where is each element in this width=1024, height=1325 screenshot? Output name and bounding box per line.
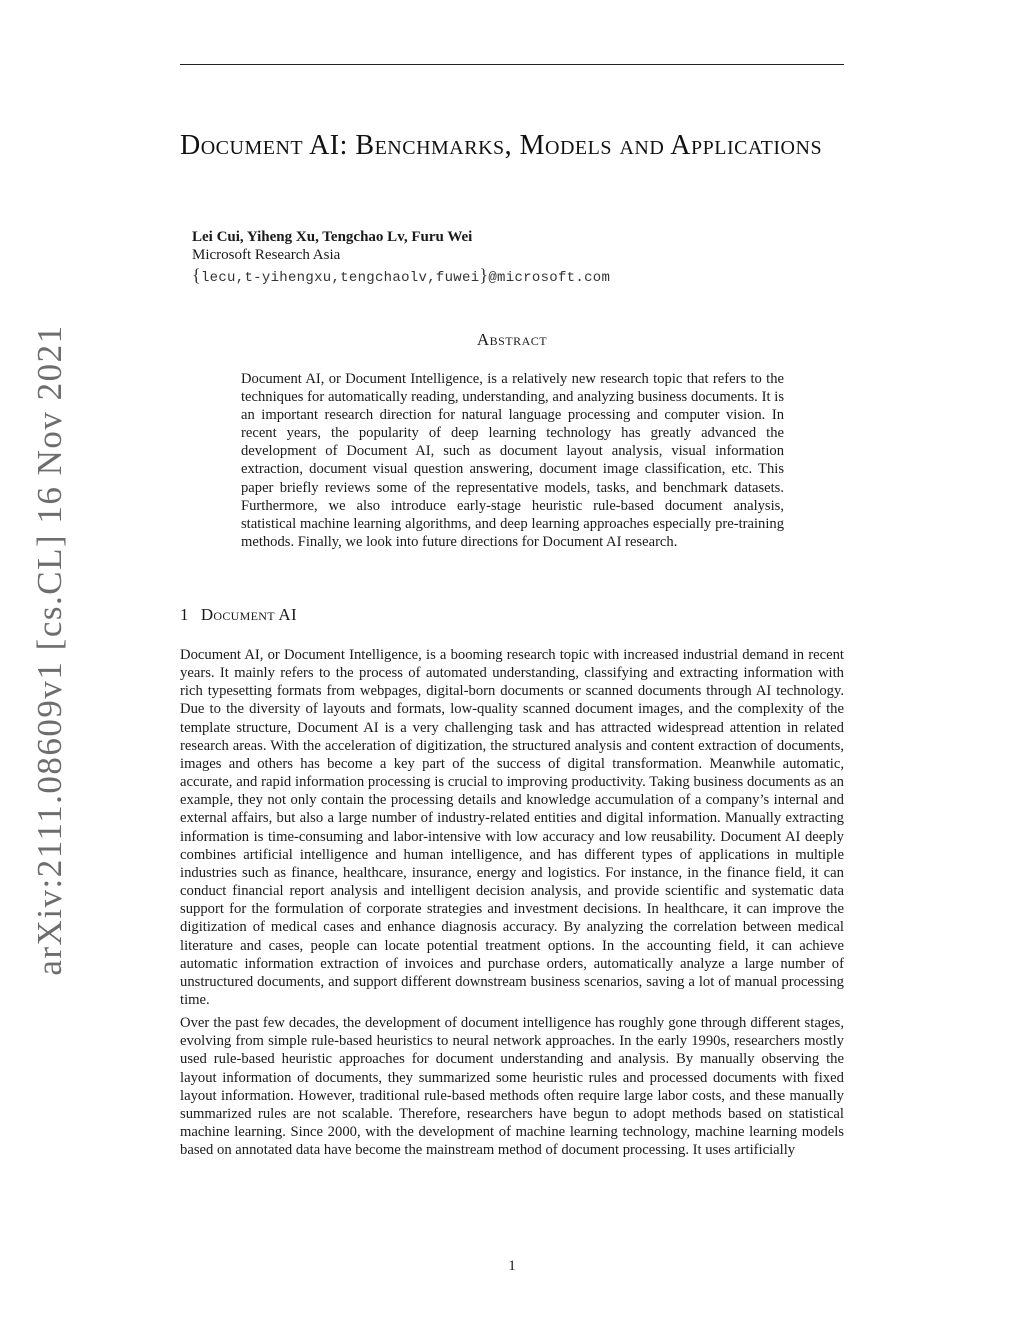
paper-title: Document AI: Benchmarks, Models and Applications — [180, 130, 823, 161]
email-domain: @microsoft.com — [488, 270, 611, 286]
page-number: 1 — [508, 1258, 516, 1274]
section-body — [180, 646, 844, 1164]
author-names: Lei Cui, Yiheng Xu, Tengchao Lv, Furu Wei — [192, 229, 473, 245]
arxiv-identifier: arXiv:2111.08609v1 [cs.CL] 16 Nov 2021 — [30, 324, 69, 976]
author-affiliation: Microsoft Research Asia — [192, 247, 341, 263]
email-names: lecu,t-yihengxu,tengchaolv,fuwei — [200, 270, 480, 286]
email-brace-close: } — [479, 265, 489, 285]
email-brace-open: { — [192, 265, 201, 285]
section-number: 1 — [180, 605, 189, 624]
body-paragraph: Document AI, or Document Intelligence, is a booming research topic with increased industrial demand in recent years. It mainly refers to the process of automated understanding, classifying and extracting information with rich typesetting formats from webpages, digital-born documents or scanned documents through AI technology. Due to the diversity of layouts and formats, low-quality scanned document images, and the complexity of the template structure, Document AI is a very challenging task and has attracted widespread attention in related research areas. With the acceleration of digitization, the structured analysis and content extraction of documents, images and others has become a key part of the success of digital transformation. Meanwhile automatic, accurate, and rapid information processing is crucial to improving productivity. Taking business documents as an example, they not only contain the processing details and knowledge accumulation of a company’s internal and external affairs, but also a large number of industry-related entities and digital information. Manually extracting information is time-consuming and labor-intensive with low accuracy and low reusability. Document AI deeply combines artificial intelligence and human intelligence, and has different types of applications in multiple industries such as finance, healthcare, insurance, energy and logistics. For instance, in the finance field, it can conduct financial report analysis and intelligent decision analysis, and provide scientific and systematic data support for the formulation of corporate strategies and investment decisions. In healthcare, it can improve the digitization of medical cases and enhance diagnosis accuracy. By analyzing the correlation between medical literature and cases, people can locate potential treatment options. In the accounting field, it can achieve automatic information extraction of invoices and purchase orders, automatically analyze a large number of unstructured documents, and support different downstream business scenarios, saving a lot of manual processing time. — [180, 647, 844, 1008]
abstract-heading: Abstract — [476, 330, 548, 349]
author-block — [192, 228, 832, 288]
section-title: Document AI — [200, 605, 297, 624]
body-paragraph: Over the past few decades, the development of document intelligence has roughly gone through different stages, evolving from simple rule-based heuristics to neural network approaches. In the early 1990s, researchers mostly used rule-based heuristic approaches for document understanding and analysis. By manually observing the layout information of documents, they summarized some heuristic rules and processed documents with fixed layout information. However, traditional rule-based methods often require large labor costs, and these manually summarized rules are not scalable. Therefore, researchers have begun to adopt methods based on statistical machine learning. Since 2000, with the development of machine learning technology, machine learning models based on annotated data have become the mainstream method of document processing. It uses artificially — [180, 1015, 844, 1159]
section-heading — [180, 605, 297, 625]
top-rule — [180, 64, 844, 65]
author-emails — [192, 265, 832, 288]
abstract-text: Document AI, or Document Intelligence, is a relatively new research topic that refers to the techniques for automatically reading, understanding, and analyzing business documents. It is an important research direction for natural language processing and computer vision. In recent years, the popularity of deep learning technology has greatly advanced the development of Document AI, such as document layout analysis, visual information extraction, document visual question answering, document image classification, etc. This paper briefly reviews some of the representative models, tasks, and benchmark datasets. Furthermore, we also introduce early-stage heuristic rule-based document analysis, statistical machine learning algorithms, and deep learning approaches especially pre-training methods. Finally, we look into future directions for Document AI research. — [241, 371, 784, 550]
